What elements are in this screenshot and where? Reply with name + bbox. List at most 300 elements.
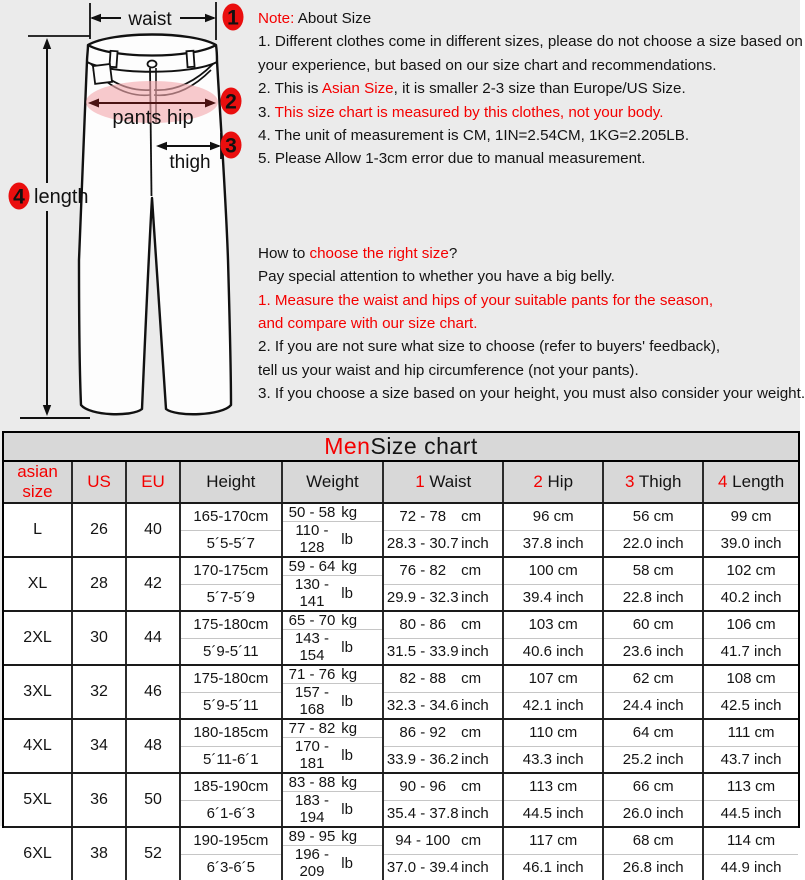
text-segment: your experience, but based on our size chart and recommendations.: [258, 57, 716, 74]
cell-hip: [504, 666, 604, 718]
thigh-inch: 25.2 inch: [604, 746, 702, 773]
text-segment: 4. The unit of measurement is CM, 1IN=2.54CM, 1KG=2.205LB.: [258, 127, 689, 144]
height-ft: 5´9-5´11: [181, 692, 281, 719]
text-line: [258, 242, 796, 265]
cell-weight: [283, 666, 385, 718]
hip-inch: 44.5 inch: [504, 800, 602, 827]
text-segment: Hip: [548, 472, 574, 491]
thigh-label: thigh: [169, 152, 210, 173]
cell-height: [181, 504, 283, 556]
text-segment: tell us your waist and hip circumference (not your pants).: [258, 362, 639, 379]
thigh-inch: 26.0 inch: [604, 800, 702, 827]
text-line: [258, 30, 796, 53]
height-ft: 5´9-5´11: [181, 638, 281, 665]
height-ft: 5´7-5´9: [181, 584, 281, 611]
height-ft: 5´11-6´1: [181, 746, 281, 773]
cell-length: [704, 720, 798, 772]
waist-cm-unit: cm: [461, 778, 498, 795]
cell-hip: [504, 774, 604, 826]
text-segment: asian: [17, 462, 58, 481]
thigh-cm: 66 cm: [604, 774, 702, 800]
weight-lb-value: 143 - 154: [283, 630, 342, 664]
weight-kg: [283, 828, 383, 845]
weight-kg-value: 65 - 70: [283, 612, 342, 629]
waist-cm-unit: cm: [461, 832, 498, 849]
weight-kg: [283, 558, 383, 575]
text-segment: Pay special attention to whether you have a big belly.: [258, 268, 615, 285]
about-size-notes: [258, 7, 796, 171]
cell-height: [181, 558, 283, 610]
text-line: [258, 359, 796, 382]
waist-cm: [384, 504, 502, 530]
length-inch: 42.5 inch: [704, 692, 798, 719]
waist-cm-unit: cm: [461, 616, 498, 633]
cell-length: [704, 558, 798, 610]
length-inch: 40.2 inch: [704, 584, 798, 611]
weight-lb-unit: lb: [341, 801, 378, 818]
text-line: [258, 289, 796, 312]
hip-cm: 107 cm: [504, 666, 602, 692]
svg-text:3: 3: [225, 135, 237, 158]
waist-cm: [384, 558, 502, 584]
cell-height: [181, 612, 283, 664]
text-line: [306, 472, 359, 492]
waist-cm: [384, 828, 502, 854]
thigh-cm: 60 cm: [604, 612, 702, 638]
weight-lb: [283, 521, 383, 556]
length-cm: 111 cm: [704, 720, 798, 746]
waist-cm-value: 94 - 100: [384, 832, 461, 849]
text-segment: Height: [206, 472, 255, 491]
weight-kg-value: 89 - 95: [283, 828, 342, 845]
thigh-cm: 56 cm: [604, 504, 702, 530]
cell-waist: [384, 720, 504, 772]
header-height: [181, 462, 283, 502]
header-weight: [283, 462, 385, 502]
height-cm: 185-190cm: [181, 774, 281, 800]
hip-inch: 42.1 inch: [504, 692, 602, 719]
length-inch: 44.9 inch: [704, 854, 798, 880]
weight-lb-value: 130 - 141: [283, 576, 342, 610]
cell-us: 34: [73, 720, 127, 772]
cell-weight: [283, 558, 385, 610]
waist-cm-value: 86 - 92: [384, 724, 461, 741]
waist-inch-value: 33.9 - 36.2: [384, 751, 461, 768]
cell-asian-size: L: [4, 504, 73, 556]
table-rows: [4, 502, 798, 880]
waist-cm-unit: cm: [461, 562, 498, 579]
thigh-inch: 23.6 inch: [604, 638, 702, 665]
thigh-inch: 22.0 inch: [604, 530, 702, 557]
size-chart-table: [2, 431, 800, 828]
text-segment: Men: [324, 433, 370, 460]
text-segment: Waist: [429, 472, 471, 491]
text-segment: ?: [449, 245, 457, 262]
waist-inch: [384, 746, 502, 773]
weight-lb-value: 196 - 209: [283, 846, 342, 880]
cell-thigh: [604, 504, 704, 556]
weight-kg: [283, 720, 383, 737]
badge-1: [223, 4, 244, 31]
cell-hip: [504, 612, 604, 664]
weight-lb: [283, 791, 383, 826]
text-segment: Thigh: [639, 472, 682, 491]
cell-thigh: [604, 666, 704, 718]
hip-inch: 40.6 inch: [504, 638, 602, 665]
text-line: [258, 7, 796, 30]
height-ft: 6´3-6´5: [181, 854, 281, 880]
cell-height: [181, 828, 283, 880]
text-line: [258, 54, 796, 77]
cell-eu: 42: [127, 558, 181, 610]
weight-lb-unit: lb: [341, 639, 378, 656]
cell-us: 32: [73, 666, 127, 718]
cell-thigh: [604, 612, 704, 664]
waist-cm-unit: cm: [461, 724, 498, 741]
table-row: [4, 772, 798, 826]
weight-kg-value: 59 - 64: [283, 558, 342, 575]
length-label: length: [34, 186, 89, 208]
cell-asian-size: 6XL: [4, 828, 73, 880]
height-cm: 175-180cm: [181, 612, 281, 638]
table-title: [4, 433, 798, 462]
header-hip: [504, 462, 604, 502]
notes: [258, 7, 796, 406]
cell-waist: [384, 666, 504, 718]
text-segment: How to: [258, 245, 310, 262]
cell-asian-size: 2XL: [4, 612, 73, 664]
hip-inch: 43.3 inch: [504, 746, 602, 773]
cell-length: [704, 666, 798, 718]
weight-kg-unit: kg: [341, 774, 378, 791]
weight-lb-unit: lb: [341, 693, 378, 710]
text-line: [17, 462, 58, 482]
length-cm: 108 cm: [704, 666, 798, 692]
text-line: [258, 124, 796, 147]
waist-cm: [384, 666, 502, 692]
text-line: [258, 335, 796, 358]
thigh-inch: 26.8 inch: [604, 854, 702, 880]
length-cm: 106 cm: [704, 612, 798, 638]
cell-weight: [283, 828, 385, 880]
thigh-cm: 62 cm: [604, 666, 702, 692]
header-asian-size: [4, 462, 73, 502]
weight-kg-value: 50 - 58: [283, 504, 342, 521]
waist-inch-unit: inch: [461, 589, 498, 606]
text-segment: 4: [718, 472, 732, 491]
text-line: [258, 382, 796, 405]
weight-lb-unit: lb: [341, 585, 378, 602]
weight-lb-unit: lb: [341, 855, 378, 872]
weight-kg-value: 77 - 82: [283, 720, 342, 737]
length-cm: 99 cm: [704, 504, 798, 530]
weight-kg-value: 83 - 88: [283, 774, 342, 791]
height-cm: 175-180cm: [181, 666, 281, 692]
cell-eu: 46: [127, 666, 181, 718]
table-row: [4, 502, 798, 556]
weight-lb: [283, 629, 383, 664]
pants-hip-label: pants hip: [112, 107, 193, 129]
waist-cm: [384, 774, 502, 800]
text-line: [141, 472, 165, 492]
weight-kg-value: 71 - 76: [283, 666, 342, 683]
thigh-inch: 24.4 inch: [604, 692, 702, 719]
cell-us: 38: [73, 828, 127, 880]
cell-hip: [504, 828, 604, 880]
cell-us: 30: [73, 612, 127, 664]
pants-diagram: [0, 0, 258, 430]
text-line: [533, 472, 573, 492]
waist-inch: [384, 800, 502, 827]
cell-length: [704, 612, 798, 664]
text-segment: Note:: [258, 10, 294, 27]
waist-inch: [384, 692, 502, 719]
cell-waist: [384, 612, 504, 664]
text-segment: Asian Size: [322, 80, 394, 97]
badge-4: [9, 183, 30, 210]
cell-eu: 50: [127, 774, 181, 826]
text-line: [415, 472, 471, 492]
waist-inch-value: 32.3 - 34.6: [384, 697, 461, 714]
cell-hip: [504, 558, 604, 610]
cell-length: [704, 828, 798, 880]
cell-eu: 44: [127, 612, 181, 664]
cell-asian-size: 5XL: [4, 774, 73, 826]
height-cm: 165-170cm: [181, 504, 281, 530]
text-segment: Length: [732, 472, 784, 491]
waist-inch-unit: inch: [461, 535, 498, 552]
text-line: [206, 472, 255, 492]
hip-inch: 37.8 inch: [504, 530, 602, 557]
hip-cm: 96 cm: [504, 504, 602, 530]
cell-height: [181, 666, 283, 718]
waist-cm-value: 90 - 96: [384, 778, 461, 795]
waist-inch-unit: inch: [461, 697, 498, 714]
text-segment: Size chart: [370, 433, 477, 460]
text-line: [718, 472, 784, 492]
cell-us: 28: [73, 558, 127, 610]
thigh-cm: 58 cm: [604, 558, 702, 584]
length-cm: 114 cm: [704, 828, 798, 854]
table-row: [4, 718, 798, 772]
cell-length: [704, 504, 798, 556]
thigh-cm: 64 cm: [604, 720, 702, 746]
belt-loop-right: [186, 51, 194, 67]
text-segment: 3.: [258, 104, 275, 121]
header-us: [73, 462, 127, 502]
hip-inch: 46.1 inch: [504, 854, 602, 880]
header-thigh: [604, 462, 704, 502]
weight-lb: [283, 575, 383, 610]
badge-3: [221, 132, 242, 159]
height-cm: 180-185cm: [181, 720, 281, 746]
cell-waist: [384, 558, 504, 610]
waist-inch: [384, 638, 502, 665]
height-cm: 170-175cm: [181, 558, 281, 584]
waist-cm-value: 82 - 88: [384, 670, 461, 687]
cell-hip: [504, 504, 604, 556]
waist-label: waist: [127, 9, 172, 30]
waist-cm-value: 80 - 86: [384, 616, 461, 633]
height-cm: 190-195cm: [181, 828, 281, 854]
text-segment: This size chart is measured by this clothes, not your body.: [275, 104, 664, 121]
cell-thigh: [604, 774, 704, 826]
weight-lb-value: 170 - 181: [283, 738, 342, 772]
how-to-choose-notes: [258, 242, 796, 406]
hip-cm: 100 cm: [504, 558, 602, 584]
weight-kg-unit: kg: [341, 666, 378, 683]
cell-length: [704, 774, 798, 826]
cell-waist: [384, 828, 504, 880]
waist-inch-value: 29.9 - 32.3: [384, 589, 461, 606]
waist-inch-unit: inch: [461, 643, 498, 660]
weight-kg-unit: kg: [341, 828, 378, 845]
waist-cm: [384, 720, 502, 746]
waist-inch: [384, 584, 502, 611]
length-cm: 102 cm: [704, 558, 798, 584]
weight-lb: [283, 845, 383, 880]
cell-weight: [283, 612, 385, 664]
waist-inch-value: 35.4 - 37.8: [384, 805, 461, 822]
cell-hip: [504, 720, 604, 772]
text-segment: 1: [415, 472, 429, 491]
cell-height: [181, 774, 283, 826]
cell-asian-size: 3XL: [4, 666, 73, 718]
weight-lb-value: 183 - 194: [283, 792, 342, 826]
svg-text:2: 2: [225, 91, 237, 114]
length-inch: 41.7 inch: [704, 638, 798, 665]
text-segment: Weight: [306, 472, 359, 491]
cell-weight: [283, 720, 385, 772]
waist-inch-unit: inch: [461, 805, 498, 822]
text-line: [258, 312, 796, 335]
weight-kg: [283, 504, 383, 521]
waist-cm-value: 76 - 82: [384, 562, 461, 579]
header-length: [704, 462, 798, 502]
text-segment: , it is smaller 2-3 size than Europe/US Size.: [394, 80, 686, 97]
weight-lb-unit: lb: [341, 531, 378, 548]
text-segment: choose the right size: [310, 245, 449, 262]
length-inch: 39.0 inch: [704, 530, 798, 557]
text-segment: 1. Measure the waist and hips of your suitable pants for the season,: [258, 292, 713, 309]
hip-cm: 103 cm: [504, 612, 602, 638]
table-row: [4, 556, 798, 610]
text-segment: size: [22, 482, 52, 501]
weight-lb: [283, 683, 383, 718]
weight-lb-value: 110 - 128: [283, 522, 342, 556]
svg-text:4: 4: [13, 186, 25, 209]
waist-cm: [384, 612, 502, 638]
weight-kg: [283, 666, 383, 683]
hip-cm: 110 cm: [504, 720, 602, 746]
waist-inch: [384, 530, 502, 557]
waist-inch-value: 31.5 - 33.9: [384, 643, 461, 660]
text-segment: 5. Please Allow 1-3cm error due to manual measurement.: [258, 150, 645, 167]
cell-eu: 40: [127, 504, 181, 556]
cell-asian-size: 4XL: [4, 720, 73, 772]
waist-inch-value: 28.3 - 30.7: [384, 535, 461, 552]
text-line: [87, 472, 111, 492]
table-row: [4, 664, 798, 718]
weight-lb: [283, 737, 383, 772]
cell-asian-size: XL: [4, 558, 73, 610]
text-segment: About Size: [294, 10, 371, 27]
text-line: [258, 77, 796, 100]
text-segment: EU: [141, 472, 165, 491]
text-segment: 2. This is: [258, 80, 322, 97]
cell-thigh: [604, 720, 704, 772]
text-segment: 1. Different clothes come in different sizes, please do not choose a size based on: [258, 33, 803, 50]
text-segment: 2: [533, 472, 547, 491]
weight-kg-unit: kg: [341, 504, 378, 521]
text-segment: and compare with our size chart.: [258, 315, 477, 332]
cell-weight: [283, 504, 385, 556]
header-eu: [127, 462, 181, 502]
cell-weight: [283, 774, 385, 826]
cell-height: [181, 720, 283, 772]
waist-inch-unit: inch: [461, 751, 498, 768]
hip-cm: 113 cm: [504, 774, 602, 800]
weight-kg-unit: kg: [341, 720, 378, 737]
text-line: [258, 265, 796, 288]
hip-cm: 117 cm: [504, 828, 602, 854]
text-line: [258, 147, 796, 170]
text-line: [625, 472, 681, 492]
header-waist: [384, 462, 504, 502]
cell-us: 26: [73, 504, 127, 556]
table-row: [4, 610, 798, 664]
waist-cm-unit: cm: [461, 670, 498, 687]
height-ft: 5´5-5´7: [181, 530, 281, 557]
text-segment: 3. If you choose a size based on your height, you must also consider your weight.: [258, 385, 805, 402]
length-inch: 44.5 inch: [704, 800, 798, 827]
cell-eu: 52: [127, 828, 181, 880]
waist-cm-unit: cm: [461, 508, 498, 525]
cell-waist: [384, 774, 504, 826]
cell-us: 36: [73, 774, 127, 826]
length-cm: 113 cm: [704, 774, 798, 800]
waist-cm-value: 72 - 78: [384, 508, 461, 525]
weight-kg: [283, 774, 383, 791]
cell-waist: [384, 504, 504, 556]
svg-text:1: 1: [227, 7, 239, 30]
weight-lb-value: 157 - 168: [283, 684, 342, 718]
badge-2: [221, 88, 242, 115]
weight-kg: [283, 612, 383, 629]
weight-kg-unit: kg: [341, 558, 378, 575]
table-row: [4, 826, 798, 880]
cell-eu: 48: [127, 720, 181, 772]
hip-inch: 39.4 inch: [504, 584, 602, 611]
weight-kg-unit: kg: [341, 612, 378, 629]
waist-inch-value: 37.0 - 39.4: [384, 859, 461, 876]
cell-thigh: [604, 828, 704, 880]
text-segment: 2. If you are not sure what size to choose (refer to buyers' feedback),: [258, 338, 720, 355]
thigh-cm: 68 cm: [604, 828, 702, 854]
table-header-row: [4, 462, 798, 502]
height-ft: 6´1-6´3: [181, 800, 281, 827]
waist-inch-unit: inch: [461, 859, 498, 876]
text-line: [258, 101, 796, 124]
text-line: [22, 482, 52, 502]
text-segment: US: [87, 472, 111, 491]
coin-pocket: [93, 64, 112, 84]
weight-lb-unit: lb: [341, 747, 378, 764]
cell-thigh: [604, 558, 704, 610]
thigh-inch: 22.8 inch: [604, 584, 702, 611]
length-inch: 43.7 inch: [704, 746, 798, 773]
text-segment: 3: [625, 472, 639, 491]
